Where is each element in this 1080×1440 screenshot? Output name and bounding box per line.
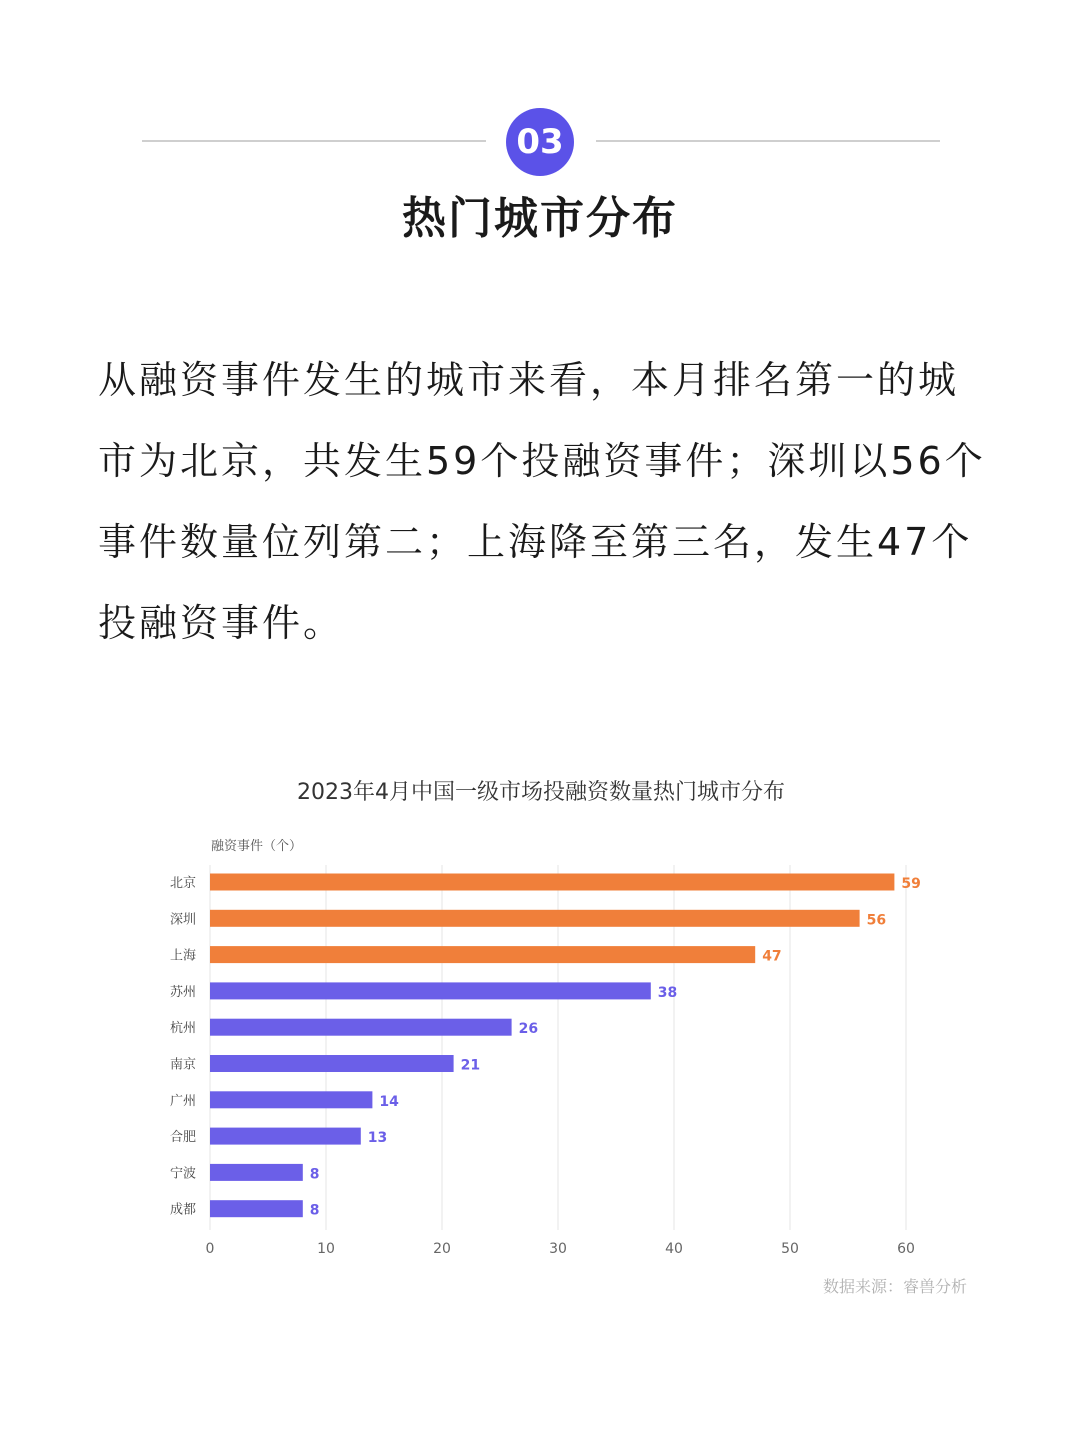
chart-x-ticks <box>206 1241 915 1257</box>
body-paragraph: 从融资事件发生的城市来看，本月排名第一的城市为北京，共发生59个投融资事件；深圳以56个事件数量位列第二；上海降至第三名，发生47个投融资事件。 <box>98 358 986 645</box>
divider-line-left <box>142 140 486 142</box>
bar-南京 <box>210 1055 454 1072</box>
value-label: 38 <box>657 984 678 1001</box>
value-label: 8 <box>309 1202 320 1219</box>
x-tick-label: 20 <box>433 1241 451 1257</box>
value-label: 8 <box>309 1166 320 1183</box>
bar-合肥 <box>210 1128 361 1145</box>
value-label: 14 <box>379 1093 399 1110</box>
bar-成都 <box>210 1200 303 1217</box>
bar-深圳 <box>210 910 860 927</box>
x-tick-label: 60 <box>897 1241 915 1257</box>
category-label: 南京 <box>169 1057 196 1073</box>
category-label: 杭州 <box>169 1021 196 1037</box>
bar-上海 <box>210 946 755 963</box>
category-label: 上海 <box>169 948 196 964</box>
category-label: 广州 <box>169 1093 196 1109</box>
chart-y-axis-label: 融资事件（个） <box>211 839 303 854</box>
value-label: 26 <box>518 1021 539 1038</box>
chart-bars <box>170 874 921 1219</box>
x-tick-label: 10 <box>317 1241 335 1257</box>
category-label: 合肥 <box>169 1130 196 1146</box>
value-label: 59 <box>901 876 921 892</box>
bar-北京 <box>210 874 894 891</box>
category-label: 深圳 <box>169 912 196 928</box>
chart-title: 2023年4月中国一级市场投融资数量热门城市分布 <box>297 780 785 805</box>
divider-line-right <box>596 140 940 142</box>
chart-source-note: 数据来源：睿兽分析 <box>822 1277 967 1296</box>
category-label: 宁波 <box>169 1166 196 1182</box>
bar-宁波 <box>210 1164 303 1181</box>
category-label: 苏州 <box>169 984 196 1000</box>
x-tick-label: 0 <box>205 1241 215 1257</box>
bar-苏州 <box>210 982 651 999</box>
x-tick-label: 40 <box>665 1241 683 1257</box>
category-label: 成都 <box>169 1202 196 1218</box>
bar-杭州 <box>210 1019 512 1036</box>
bar-广州 <box>210 1091 372 1108</box>
bar-chart <box>0 760 1080 1320</box>
value-label: 47 <box>762 948 782 965</box>
section-title: 热门城市分布 <box>402 193 678 244</box>
section-number-badge: 03 <box>506 108 574 176</box>
value-label: 13 <box>367 1130 388 1147</box>
x-tick-label: 50 <box>781 1241 799 1257</box>
x-tick-label: 30 <box>549 1241 567 1257</box>
value-label: 21 <box>460 1057 481 1074</box>
value-label: 56 <box>866 912 887 929</box>
category-label: 北京 <box>169 876 196 891</box>
